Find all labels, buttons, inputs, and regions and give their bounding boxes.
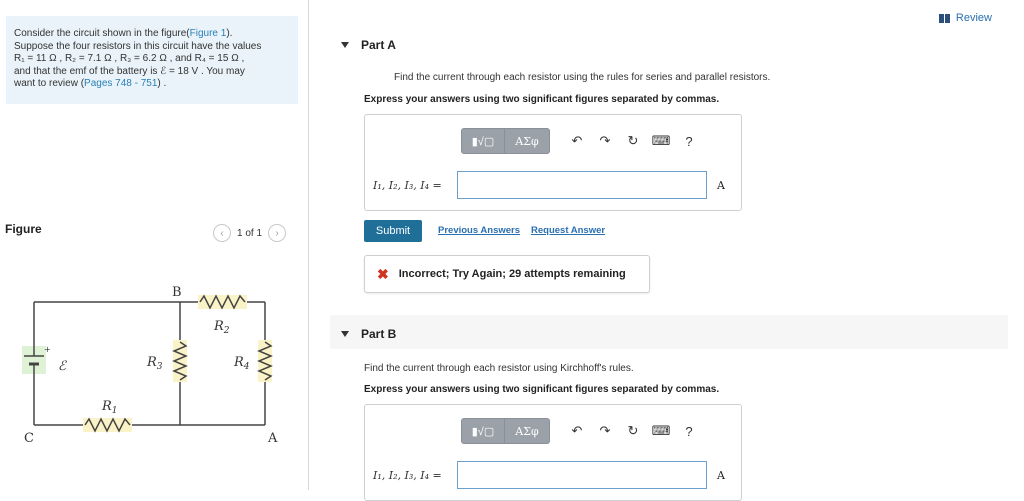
resistor-r1: [83, 418, 132, 432]
help-icon[interactable]: ?: [685, 423, 693, 439]
request-answer-link[interactable]: Request Answer: [531, 225, 606, 236]
templates-button[interactable]: ▮√▢: [461, 418, 505, 444]
redo-icon[interactable]: ↷: [599, 423, 611, 438]
intro-text: want to review (: [14, 78, 85, 89]
left-panel: [0, 0, 308, 490]
svg-text:R4: [233, 355, 250, 372]
r2-label: R: [214, 319, 224, 334]
redo-icon[interactable]: ↷: [599, 133, 611, 148]
intro-text: ).: [226, 28, 233, 39]
part-a-title: Part A: [361, 38, 396, 52]
r1-label: R: [102, 399, 112, 414]
feedback-text: Incorrect; Try Again; 29 attempts remaining: [398, 268, 626, 280]
part-b-answer-input[interactable]: [457, 461, 707, 489]
pager-text: 1 of 1: [237, 227, 263, 239]
part-b-band: [330, 315, 1008, 349]
part-b-format: Express your answers using two significant figures separated by commas.: [364, 384, 720, 395]
review-label: Review: [955, 12, 992, 24]
reset-icon[interactable]: ↻: [627, 133, 639, 148]
reset-icon[interactable]: ↻: [627, 423, 639, 438]
undo-icon[interactable]: ↶: [571, 133, 583, 148]
resistor-r4: [258, 340, 272, 382]
part-a-equation-label: I₁, I₂, I₃, I₄ =: [373, 179, 442, 192]
intro-text: ) .: [157, 78, 167, 89]
part-b-unit: A: [717, 469, 725, 482]
part-a-format: Express your answers using two significant figures separated by commas.: [364, 94, 720, 105]
svg-text:R2: [213, 319, 230, 336]
r2-subscript: 2: [223, 326, 230, 336]
resistor-r2: [198, 295, 247, 309]
node-b-label: B: [172, 285, 182, 300]
part-b-equation-label: I₁, I₂, I₃, I₄ =: [373, 469, 442, 482]
incorrect-icon: ✖: [377, 265, 389, 282]
part-b-title: Part B: [361, 327, 397, 341]
figure-title: Figure: [5, 222, 42, 236]
review-link[interactable]: [939, 12, 992, 24]
r3-subscript: 3: [156, 362, 163, 372]
math-toolbar: [461, 418, 702, 444]
book-icon: [939, 14, 951, 23]
intro-text: Consider the circuit shown in the figure(: [14, 28, 190, 39]
part-a-header[interactable]: [341, 38, 396, 52]
collapse-caret-icon: [341, 331, 349, 337]
figure-link[interactable]: Figure 1: [189, 28, 227, 39]
svg-text:R3: [146, 355, 163, 372]
node-a-label: A: [268, 431, 278, 446]
submit-button[interactable]: Submit: [364, 220, 422, 242]
part-a-unit: A: [717, 179, 725, 192]
panel-divider: [308, 0, 309, 490]
undo-icon[interactable]: ↶: [571, 423, 583, 438]
greek-symbols-button[interactable]: ΑΣφ: [505, 418, 550, 444]
previous-answers-link[interactable]: Previous Answers: [438, 225, 521, 236]
greek-symbols-button[interactable]: ΑΣφ: [505, 128, 550, 154]
intro-text: and that the emf of the battery is ℰ = 18 V . You may: [14, 65, 245, 77]
prev-figure-button[interactable]: ‹: [213, 224, 231, 242]
svg-text:R1: [101, 399, 118, 416]
r3-label: R: [147, 355, 157, 370]
r4-label: R: [234, 355, 244, 370]
figure-pager: [213, 224, 286, 242]
math-toolbar: [461, 128, 702, 154]
next-figure-button[interactable]: ›: [268, 224, 286, 242]
circuit-diagram: [20, 280, 290, 450]
part-a-instruction: Find the current through each resistor using the rules for series and parallel resistors.: [394, 72, 771, 83]
node-c-label: C: [24, 431, 34, 446]
r4-subscript: 4: [243, 362, 250, 372]
keyboard-icon[interactable]: ⌨: [651, 133, 671, 148]
part-b-answer-box: [364, 404, 742, 501]
part-b-header[interactable]: [341, 327, 396, 341]
problem-statement: [6, 16, 298, 104]
plus-label: +: [44, 345, 51, 354]
battery-icon: [22, 346, 46, 374]
help-icon[interactable]: ?: [685, 133, 693, 149]
part-a-answer-box: [364, 114, 742, 211]
resistor-r3: [173, 340, 187, 382]
keyboard-icon[interactable]: ⌨: [651, 423, 671, 438]
pages-link[interactable]: Pages 748 - 751: [84, 78, 158, 89]
feedback-message: [364, 255, 650, 293]
part-a-answer-input[interactable]: [457, 171, 707, 199]
templates-button[interactable]: ▮√▢: [461, 128, 505, 154]
r1-subscript: 1: [111, 406, 118, 416]
part-b-instruction: Find the current through each resistor using Kirchhoff's rules.: [364, 363, 634, 374]
emf-label: ℰ: [58, 359, 66, 374]
intro-text: Suppose the four resistors in this circuit have the values: [14, 40, 262, 52]
collapse-caret-icon: [341, 42, 349, 48]
resistor-values: R₁ = 11 Ω , R₂ = 7.1 Ω , R₃ = 6.2 Ω , and R₄ = 15 Ω ,: [14, 53, 245, 64]
